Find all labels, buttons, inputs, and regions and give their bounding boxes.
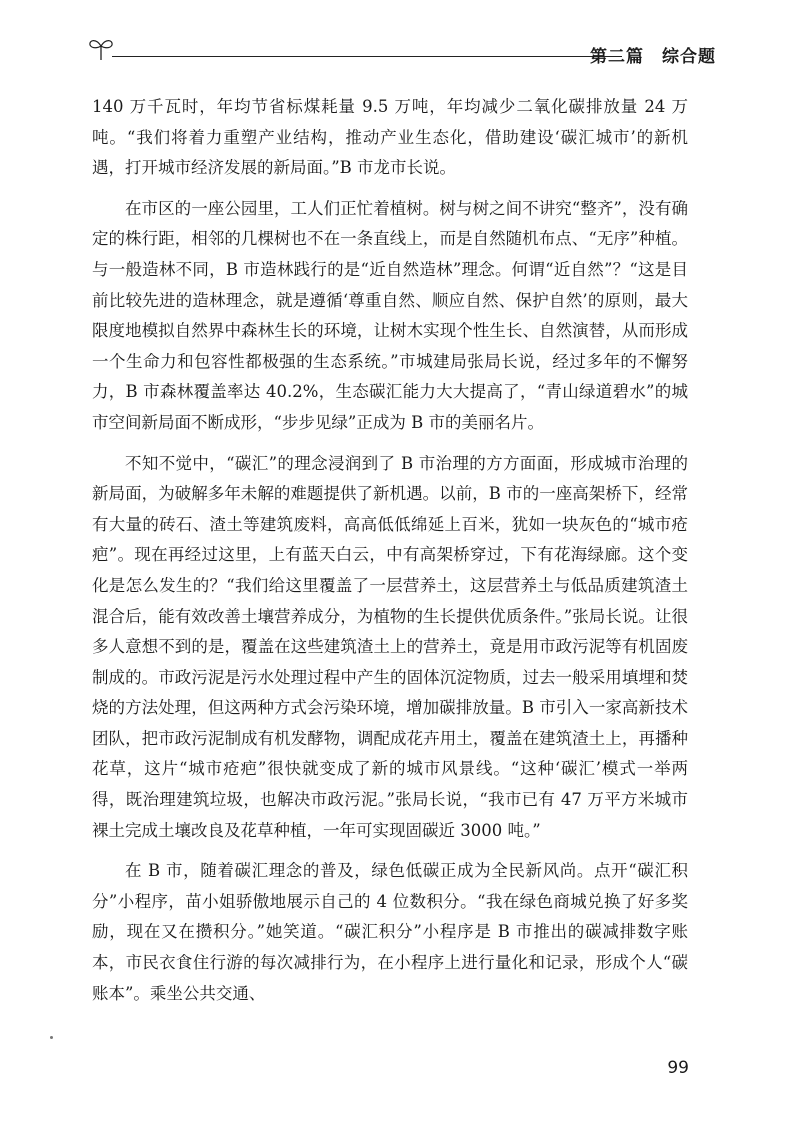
chapter-title: 第二篇 综合题 [590, 47, 716, 67]
page-number: 99 [667, 1058, 689, 1078]
margin-dot [50, 1036, 53, 1039]
header-rule [112, 56, 622, 57]
paragraph-4: 在 B 市，随着碳汇理念的普及，绿色低碳正成为全民新风尚。点开“碳汇积分”小程序，苗小姐骄傲地展示自己的 4 位数积分。“我在绿色商城兑换了好多奖励，现在又在攒积分。”她笑道。“碳汇积分”小程序是 B 市推出的碳减排数字账本，市民衣食住行游的每次减排行为，在小程序上进行量化和记录，形成个人“碳账本”。乘坐公共交通、 [92, 861, 688, 1003]
paragraph-1: 140 万千瓦时，年均节省标煤耗量 9.5 万吨，年均减少二氧化碳排放量 24 万吨。“我们将着力重塑产业结构，推动产业生态化，借助建设‘碳汇城市’的新机遇，打开城市经济发展的新局面。”B 市龙市长说。 [92, 97, 688, 178]
paragraph-2: 在市区的一座公园里，工人们正忙着植树。树与树之间不讲究“整齐”，没有确定的株行距，相邻的几棵树也不在一条直线上，而是自然随机布点、“无序”种植。与一般造林不同，B 市造林践行的是“近自然造林”理念。何谓“近自然”？“这是目前比较先进的造林理念，就是遵循‘尊重自然、顺应自然、保护自然’的原则，最大限度地模拟自然界中森林生长的环境，让树木实现个性生长、自然演替，从而形成一个生命力和包容性都极强的生态系统。”市城建局张局长说，经过多年的不懈努力，B 市森林覆盖率达 40.2%，生态碳汇能力大大提高了，“青山绿道碧水”的城市空间新局面不断成形，“步步见绿”正成为 B 市的美丽名片。 [92, 198, 688, 432]
page-header [86, 32, 716, 68]
sprout-icon [86, 34, 116, 64]
paragraph-3: 不知不觉中，“碳汇”的理念浸润到了 B 市治理的方方面面，形成城市治理的新局面，为破解多年未解的难题提供了新机遇。以前，B 市的一座高架桥下，经常有大量的砖石、渣土等建筑废料，高高低低绵延上百米，犹如一块灰色的“城市疮疤”。现在再经过这里，上有蓝天白云，中有高架桥穿过，下有花海绿廊。这个变化是怎么发生的？“我们给这里覆盖了一层营养土，这层营养土与低品质建筑渣土混合后，能有效改善土壤营养成分，为植物的生长提供优质条件。”张局长说。让很多人意想不到的是，覆盖在这些建筑渣土上的营养土，竟是用市政污泥等有机固废制成的。市政污泥是污水处理过程中产生的固体沉淀物质，过去一般采用填埋和焚烧的方法处理，但这两种方式会污染环境，增加碳排放量。B 市引入一家高新技术团队，把市政污泥制成有机发酵物，调配成花卉用土，覆盖在建筑渣土上，再播种花草，这片“城市疮疤”很快就变成了新的城市风景线。“这种‘碳汇’模式一举两得，既治理建筑垃圾，也解决市政污泥。”张局长说，“我市已有 47 万平方米城市裸土完成土壤改良及花草种植，一年可实现固碳近 3000 吨。” [92, 453, 688, 840]
body-text [92, 92, 688, 1019]
